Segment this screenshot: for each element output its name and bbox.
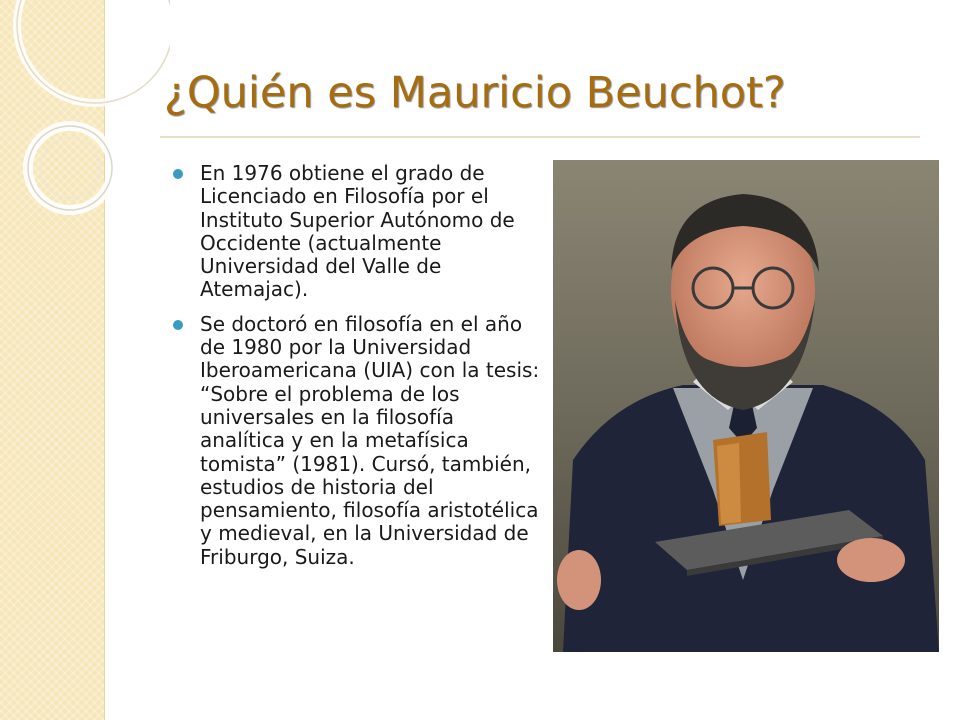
bullet-icon — [173, 169, 183, 179]
bullet-text: Se doctoró en filosofía en el año de 1980 por la Universidad Iberoamericana (UIA) con la tesis: “Sobre el problema de los universales en la filosofía analítica y en la metafísica tomista” (1981). Cursó, también, estudios de historia del pensamiento, filosofía aristotélica y medieval, en la Universidad de Friburgo, Suiza. — [200, 311, 540, 569]
decorative-circles — [0, 0, 170, 260]
title-divider — [160, 136, 920, 138]
bullet-item — [172, 313, 544, 569]
bullet-icon — [173, 320, 183, 330]
bullet-item — [172, 162, 544, 302]
bullet-text: En 1976 obtiene el grado de Licenciado en Filosofía por el Instituto Superior Autónomo de Occidente (actualmente Universidad del Valle de Atemajac). — [200, 161, 515, 302]
bullet-list — [172, 162, 544, 580]
portrait-photo — [553, 160, 939, 652]
slide-title: ¿Quién es Mauricio Beuchot? — [164, 68, 786, 118]
